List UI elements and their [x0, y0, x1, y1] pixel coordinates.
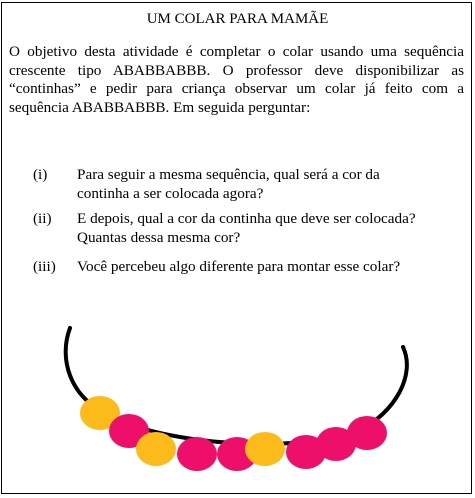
question-line: E depois, qual a cor da continha que deve ser colocada?: [77, 210, 416, 227]
question-line: Para seguir a mesma sequência, qual será a cor da: [77, 166, 380, 183]
question-line: Você percebeu algo diferente para montar esse colar?: [77, 258, 401, 275]
bead-yellow: [245, 432, 285, 466]
question-number: (ii): [33, 210, 52, 227]
bead-group: [80, 396, 387, 471]
question-line: continha a ser colocada agora?: [77, 184, 264, 202]
intro-paragraph: O objetivo desta atividade é completar o colar usando uma sequência crescente tipo ABABBABBB. O professor deve disponibilizar as “continhas” e pedir para criança observar um colar já feito com a sequência ABABBABBB. Em seguida perguntar:: [9, 43, 464, 116]
question-number: (iii): [33, 258, 56, 275]
question-line: Quantas dessa mesma cor?: [77, 228, 241, 246]
bead-yellow: [136, 432, 176, 466]
page-title: UM COLAR PARA MAMÃE: [146, 11, 329, 27]
question-number: (i): [33, 166, 48, 183]
bead-pink: [347, 416, 387, 450]
bead-pink: [177, 437, 217, 471]
